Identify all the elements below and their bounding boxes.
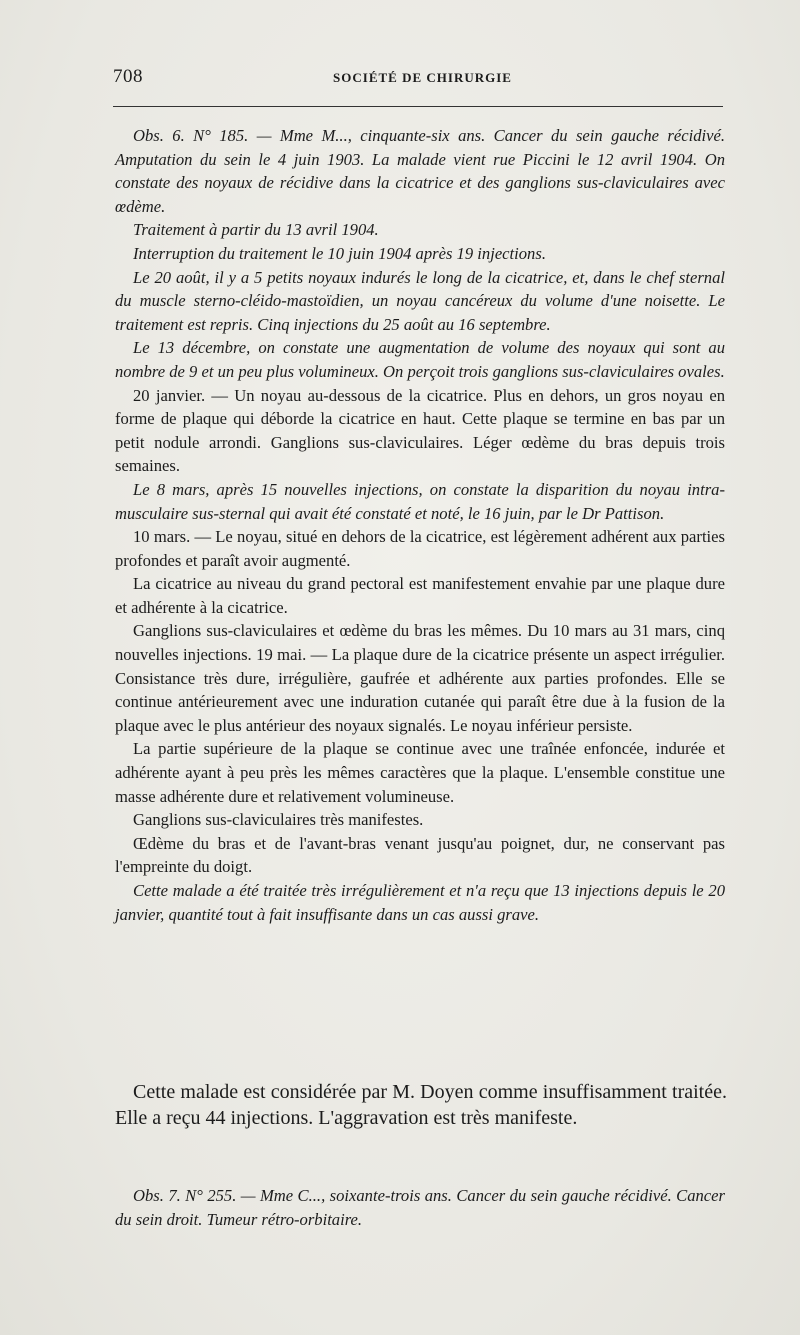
- obs6-paragraph-5: Le 13 décembre, on constate une augmentation de volume des noyaux qui sont au nombre de 9 et un peu plus volumineux. On perçoit trois ganglions sus-claviculaires ovales.: [115, 338, 725, 381]
- page-header: [113, 66, 722, 96]
- commentary-paragraph: Cette malade est considérée par M. Doyen comme insuffisamment traitée. Elle a reçu 44 injections. L'aggravation est très manifeste.: [115, 1081, 727, 1129]
- obs6-paragraph-6: 20 janvier. — Un noyau au-dessous de la cicatrice. Plus en dehors, un gros noyau en forme de plaque qui déborde la cicatrice en haut. Cette plaque se termine en bas par un petit nodule arrondi. Ganglions sus-claviculaires. Léger œdème du bras depuis trois semaines.: [115, 385, 725, 476]
- commentary: [115, 1079, 727, 1131]
- obs6-paragraph-9: La cicatrice au niveau du grand pectoral est manifestement envahie par une plaque dure et adhérente à la cicatrice.: [115, 574, 725, 617]
- obs6-paragraph-13: Œdème du bras et de l'avant-bras venant jusqu'au poignet, dur, ne conservant pas l'empreinte du doigt.: [115, 833, 725, 877]
- obs6-paragraph-8: 10 mars. — Le noyau, situé en dehors de la cicatrice, est légèrement adhérent aux parties profondes et paraît avoir augmenté.: [115, 527, 725, 570]
- obs6-paragraph-7: Le 8 mars, après 15 nouvelles injections, on constate la disparition du noyau intra-musculaire sus-sternal qui avait été constaté et noté, le 16 juin, par le Dr Pattison.: [115, 479, 725, 523]
- obs6-paragraph-4: Le 20 août, il y a 5 petits noyaux indurés le long de la cicatrice, et, dans le chef sternal du muscle sterno-cléido-mastoïdien, un noyau cancéreux du volume d'une noisette. Le traitement est repris. Cinq injections du 25 août au 16 septembre.: [115, 267, 725, 334]
- obs7-paragraph-1: Obs. 7. N° 255. — Mme C..., soixante-trois ans. Cancer du sein gauche récidivé. Cancer du sein droit. Tumeur rétro-orbitaire.: [115, 1186, 725, 1229]
- obs6-paragraph-11: La partie supérieure de la plaque se continue avec une traînée enfoncée, indurée et adhérente ayant à peu près les mêmes caractères que la plaque. L'ensemble constitue une masse adhérente dure et relativement volumineuse.: [115, 739, 725, 806]
- obs6-paragraph-1: Obs. 6. N° 185. — Mme M..., cinquante-six ans. Cancer du sein gauche récidivé. Amputation du sein le 4 juin 1903. La malade vient rue Piccini le 12 avril 1904. On constate des noyaux de récidive dans la cicatrice et des ganglions sus-claviculaires avec œdème.: [115, 126, 725, 216]
- obs6-paragraph-10: Ganglions sus-claviculaires et œdème du bras les mêmes. Du 10 mars au 31 mars, cinq nouvelles injections. 19 mai. — La plaque dure de la cicatrice présente un aspect irrégulier. Consistance très dure, irrégulière, gaufrée et adhérente aux parties profondes. Elle se continue antérieurement avec une induration cutanée qui paraît être due à la fusion de la plaque avec le plus antérieur des noyaux signalés. Le noyau inférieur persiste.: [115, 621, 725, 735]
- observation-6: [115, 124, 725, 926]
- page-number: 708: [113, 66, 143, 87]
- obs6-paragraph-12: Ganglions sus-claviculaires très manifestes.: [133, 810, 424, 830]
- observation-7: [115, 1184, 725, 1231]
- obs6-paragraph-2: Traitement à partir du 13 avril 1904.: [133, 220, 379, 240]
- obs6-paragraph-3: Interruption du traitement le 10 juin 1904 après 19 injections.: [133, 243, 546, 263]
- header-rule: [113, 106, 723, 107]
- running-title: SOCIÉTÉ DE CHIRURGIE: [333, 70, 512, 85]
- obs6-paragraph-14: Cette malade a été traitée très irrégulièrement et n'a reçu que 13 injections depuis le 20 janvier, quantité tout à fait insuffisante dans un cas aussi grave.: [115, 881, 725, 924]
